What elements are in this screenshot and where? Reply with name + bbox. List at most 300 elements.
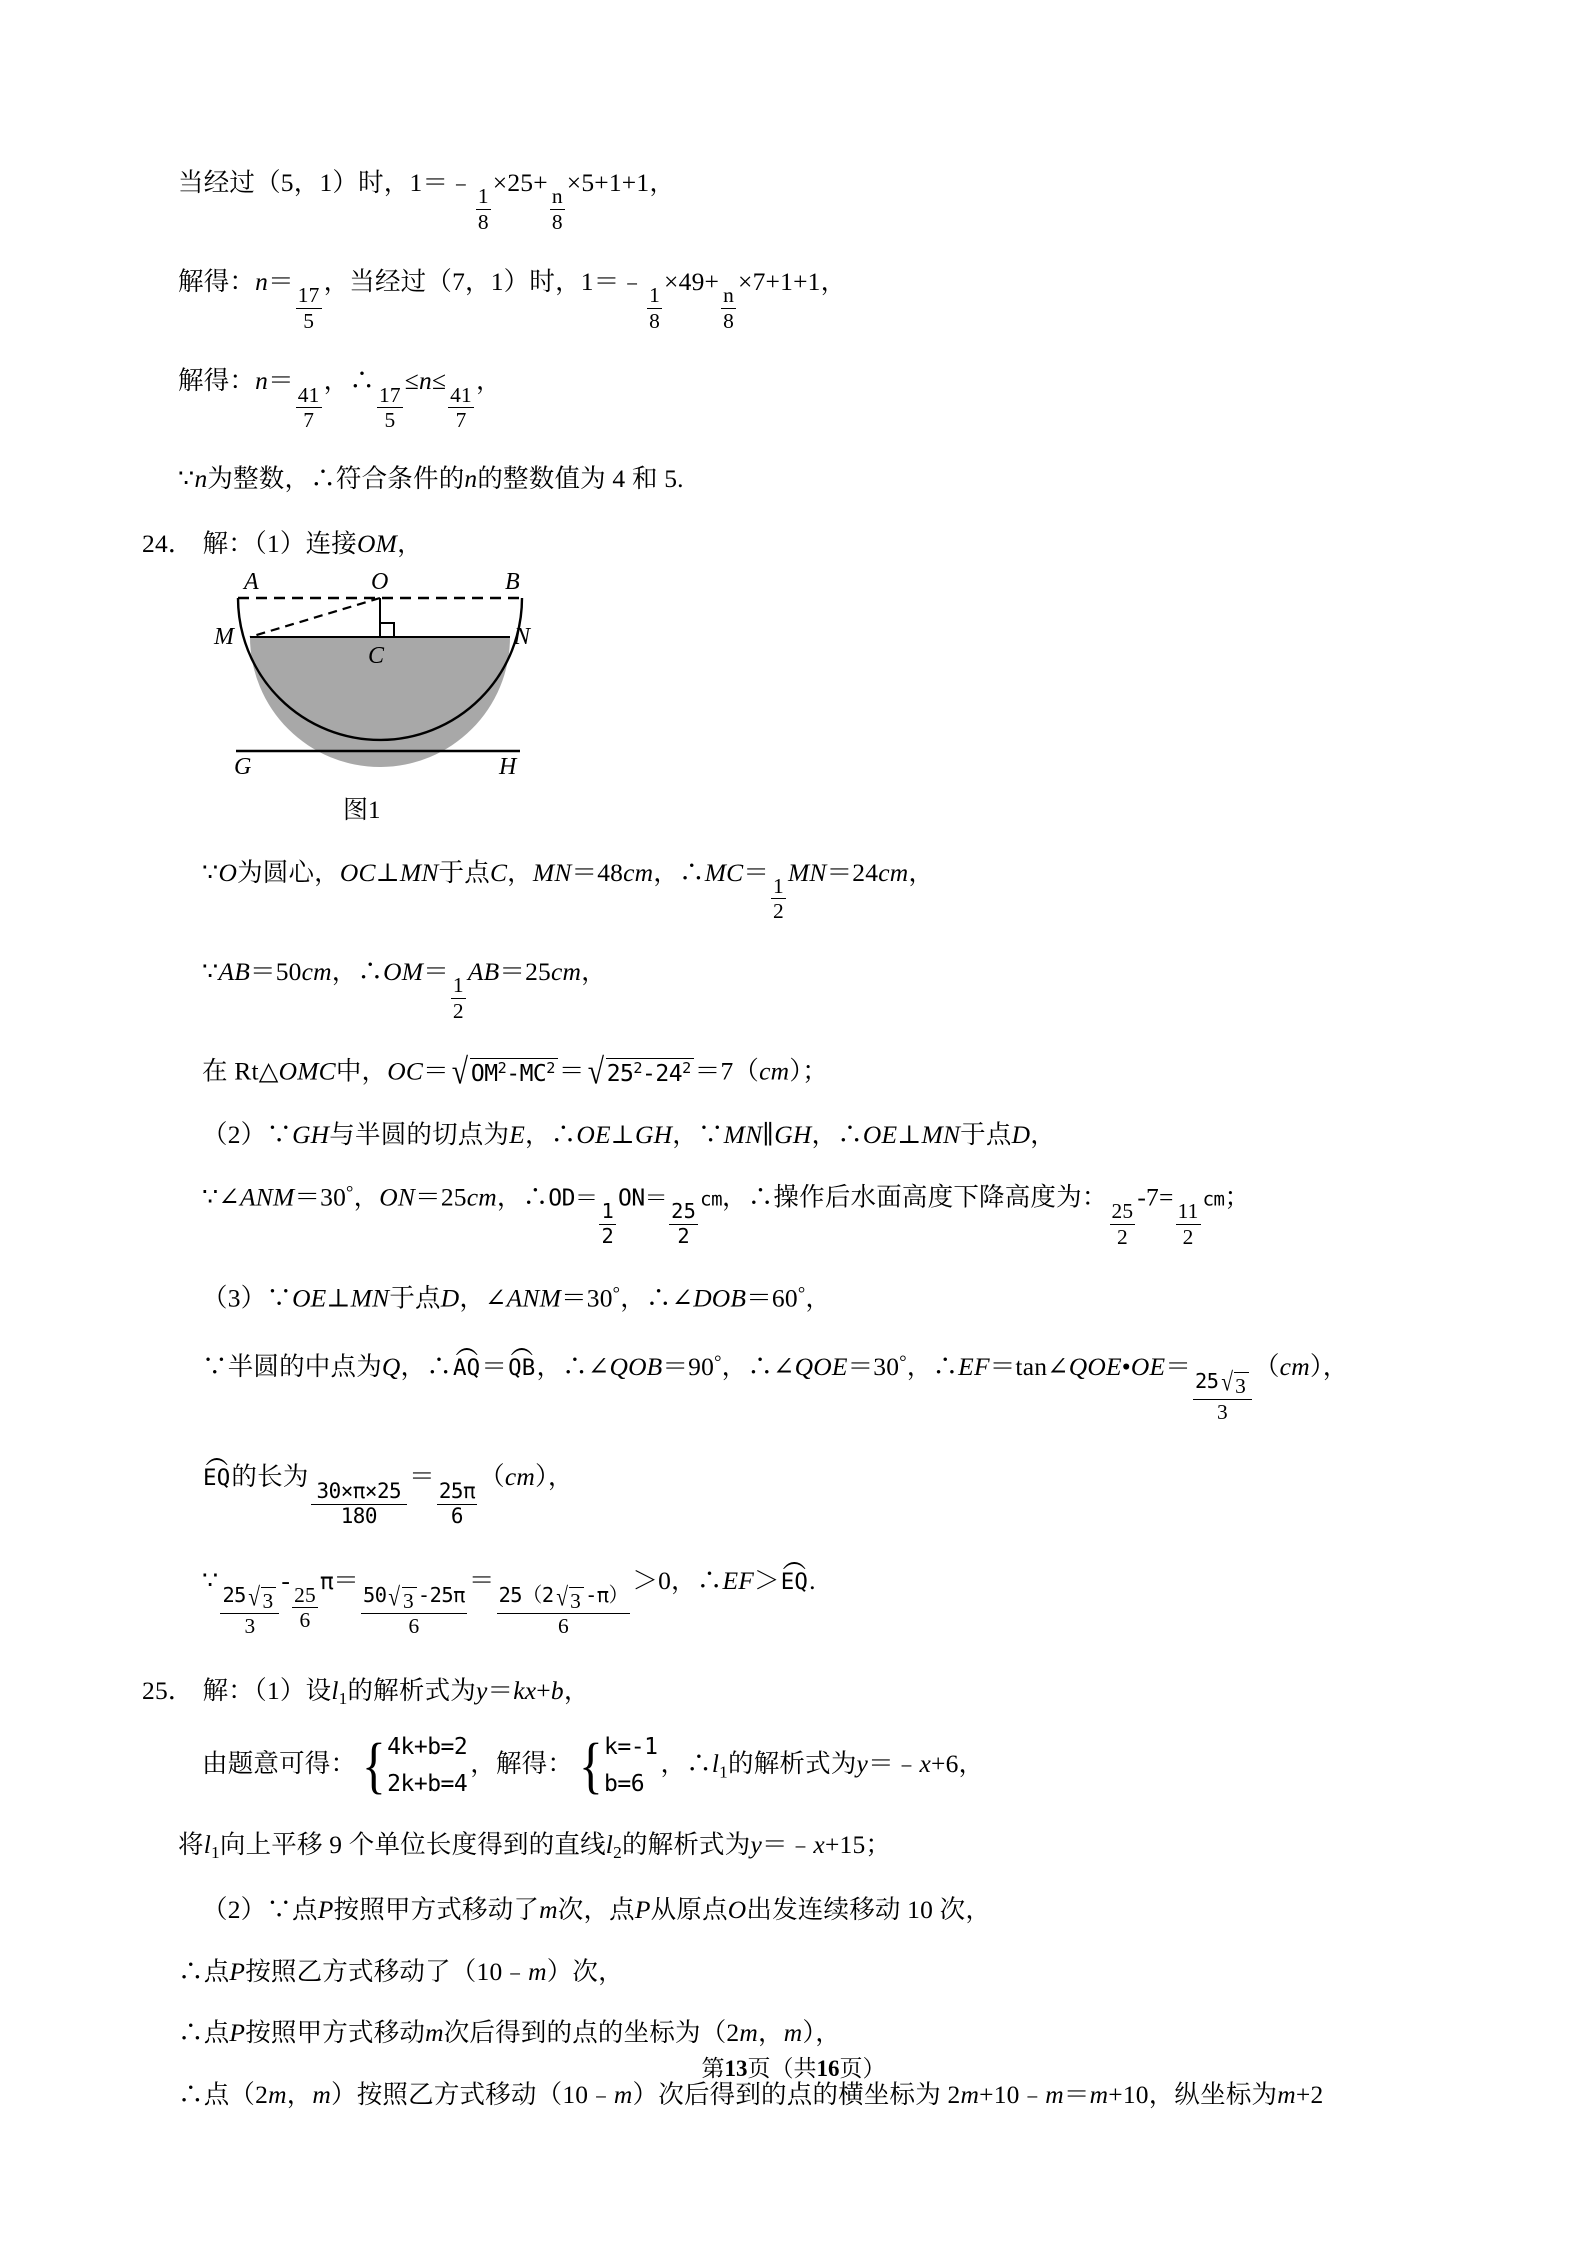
text-segment: -7=: [1137, 1182, 1174, 1212]
text-segment: ＝: [574, 1185, 598, 1212]
fraction: [296, 384, 322, 432]
subscript: 2: [613, 1842, 622, 1862]
text-segment: ，: [1030, 1119, 1056, 1149]
fraction-denominator: 2: [1116, 1224, 1128, 1249]
arc-label: EQ: [203, 1465, 231, 1492]
math-variable: O: [218, 857, 238, 887]
text-segment: 按照甲方式移动: [245, 2018, 426, 2048]
fraction: [476, 185, 491, 233]
text-segment: 向上平移 9 个单位长度得到的直线: [219, 1829, 606, 1859]
right-angle-marker: [380, 623, 394, 637]
text-segment: ＝: [487, 1675, 514, 1705]
text-segment: 的整数值为 4 和 5.: [477, 463, 684, 493]
math-variable: ON: [617, 1185, 645, 1212]
math-variable: EF: [722, 1566, 754, 1596]
fraction-numerator: [361, 1584, 467, 1614]
text-segment: ＝﹣: [868, 1749, 920, 1779]
radical-body: 3: [261, 1587, 276, 1612]
fraction: [599, 1201, 615, 1247]
math-variable: m: [1089, 2079, 1109, 2109]
radicand-term: 25: [606, 1060, 634, 1087]
equation: 2k+b=4: [387, 1771, 468, 1798]
problem-25-heading: [142, 1675, 1438, 1708]
multiplication-dot: •: [1121, 1352, 1131, 1382]
fraction-denominator: 7: [455, 408, 467, 433]
fraction-denominator: 3: [244, 1614, 256, 1639]
math-variable: ANM: [240, 1182, 295, 1212]
figure-caption-number: 1: [368, 796, 381, 824]
math-variable: QOE: [794, 1352, 848, 1382]
fraction: [647, 284, 662, 332]
fraction-numerator: 1: [477, 184, 489, 209]
fraction: [1110, 1200, 1136, 1248]
degree-symbol: °: [899, 1351, 907, 1372]
text-segment: ∴点: [178, 2018, 230, 2048]
page-footer: [0, 2050, 1587, 2083]
answer-line-24-9: [178, 1561, 1438, 1637]
math-variable: P: [229, 1956, 246, 1986]
text-segment: 为整数，∴符合条件的: [207, 463, 465, 493]
text-segment: 于点: [438, 857, 490, 887]
fraction: [497, 1584, 631, 1638]
page-content: [142, 168, 1438, 2109]
degree-symbol: °: [797, 1283, 806, 1304]
fraction-numerator: 41: [450, 382, 472, 407]
parallel-symbol: ∥: [762, 1119, 775, 1149]
text-segment: ＝: [558, 1056, 585, 1086]
math-variable: MN: [399, 857, 439, 887]
fraction-denominator: 7: [303, 408, 315, 433]
numeric-coefficient: 50: [362, 1582, 387, 1607]
math-variable: m: [539, 1895, 558, 1925]
math-variable: OC: [339, 857, 376, 887]
text-segment: ∵半圆的中点为: [202, 1352, 382, 1382]
math-variable: n: [255, 267, 269, 297]
text-segment: ，: [908, 857, 935, 887]
text-segment: 为圆心，: [237, 857, 340, 887]
text-segment: 解：（1）连接: [202, 529, 358, 559]
label-M: M: [214, 623, 234, 650]
text-segment: ）；: [789, 1056, 828, 1086]
math-variable: OE: [576, 1119, 611, 1149]
math-variable: MN: [350, 1283, 390, 1313]
math-variable: MN: [921, 1119, 961, 1149]
radical-sign: √: [555, 1582, 568, 1612]
fraction-numerator: 25: [671, 1199, 697, 1224]
fraction: [220, 1584, 279, 1638]
math-variable: OMC: [278, 1056, 336, 1086]
answer-line-24-1: [178, 857, 1438, 924]
exponent: 2: [497, 1059, 507, 1078]
text-segment: ，∴∠: [620, 1283, 694, 1313]
math-variable: MN: [532, 857, 572, 887]
exponent: 2: [546, 1059, 555, 1078]
fraction: [451, 974, 466, 1022]
text-segment: 次，点: [557, 1895, 635, 1925]
fraction-denominator: 6: [558, 1614, 569, 1639]
answer-line-25-2: [178, 1829, 1438, 1862]
text-segment: 按照乙方式移动了（10﹣: [245, 1956, 529, 1986]
math-variable: m: [268, 2079, 287, 2109]
text-segment: ；: [1224, 1182, 1251, 1212]
fraction-denominator: 8: [649, 308, 661, 333]
text-segment: ，: [805, 1283, 832, 1313]
text-segment: ，: [581, 956, 607, 986]
unit: cm: [759, 1056, 790, 1086]
perp-symbol: ⊥: [610, 1119, 635, 1149]
text-segment: ）次，: [546, 1956, 624, 1986]
fraction-numerator: 25π: [438, 1478, 476, 1503]
label-B: B: [505, 570, 520, 595]
fraction-numerator: 1: [601, 1199, 614, 1224]
label-H: H: [499, 753, 517, 780]
answer-line-23-2: [178, 269, 1438, 332]
math-variable: P: [229, 2018, 246, 2048]
text-segment: ＝: [268, 366, 294, 396]
unit: cm: [551, 956, 582, 986]
text-segment: 按照甲方式移动了: [333, 1895, 540, 1925]
unit: cm: [878, 857, 909, 887]
text-segment: 的解析式为: [347, 1675, 476, 1705]
text-segment: ＝﹣: [762, 1829, 814, 1859]
text-segment: ∵: [202, 857, 219, 887]
math-variable: ON: [379, 1182, 416, 1212]
fraction-denominator: 3: [1217, 1399, 1228, 1424]
text-segment: +2: [1295, 2079, 1324, 2109]
text-segment: ＝: [481, 1352, 508, 1382]
fraction-numerator: 17: [297, 283, 320, 308]
fraction-denominator: 8: [551, 209, 563, 234]
text-segment: ），: [534, 1462, 574, 1492]
text-segment: 于点: [960, 1119, 1012, 1149]
fraction-denominator: 6: [408, 1614, 420, 1639]
fraction-denominator: 2: [601, 1223, 614, 1248]
math-variable: DOB: [693, 1283, 747, 1313]
math-variable: n: [194, 463, 208, 493]
text-segment: ＝: [1165, 1352, 1192, 1382]
math-variable: y: [476, 1675, 488, 1705]
text-segment: ∵: [202, 956, 219, 986]
math-variable: x: [813, 1829, 825, 1859]
math-variable: n: [419, 366, 432, 396]
text-segment: ，: [286, 2079, 313, 2109]
fraction: [550, 185, 565, 233]
text-segment: 解得：: [178, 267, 256, 297]
fraction: [292, 1584, 318, 1632]
perp-symbol: ⊥: [375, 857, 400, 887]
text-segment: ，∴: [524, 1119, 577, 1149]
text-segment: 于点: [389, 1283, 441, 1313]
math-variable: QOE: [1068, 1352, 1122, 1382]
answer-line-23-3: [178, 368, 1438, 431]
unit: cm: [1202, 1188, 1225, 1211]
problem-number: 24．: [142, 529, 194, 559]
answer-line-24-5: [178, 1183, 1438, 1248]
problem-24-heading: [142, 531, 1438, 557]
text-segment: ，∴: [323, 366, 375, 396]
radicand-term: 24: [655, 1060, 683, 1087]
math-variable: l: [711, 1749, 720, 1779]
equation-system: [576, 1729, 657, 1804]
degree-symbol: °: [612, 1283, 621, 1304]
radical-body: [606, 1058, 694, 1088]
math-variable: AB: [218, 956, 250, 986]
text-segment: ，: [475, 366, 502, 396]
text-segment: ＝: [409, 1462, 435, 1492]
fraction-numerator: 1: [649, 283, 661, 308]
fraction-numerator: 41: [297, 382, 320, 407]
math-variable: GH: [774, 1119, 812, 1149]
text-segment: ＝: [423, 1056, 449, 1086]
arc-notation: [781, 1561, 808, 1594]
label-O: O: [371, 570, 389, 595]
arc-cap-icon: [453, 1346, 480, 1355]
math-variable: GH: [292, 1119, 330, 1149]
text-segment: ＞: [754, 1566, 780, 1596]
text-segment: ＝25: [499, 956, 551, 986]
unit: cm: [301, 956, 332, 986]
text-segment: ＞0，∴: [632, 1566, 723, 1596]
radical: [586, 1051, 694, 1092]
text-segment: ×49+: [664, 267, 720, 297]
fraction-denominator: 2: [677, 1223, 690, 1248]
unit: cm: [504, 1462, 535, 1492]
text-segment: ∵: [178, 463, 195, 493]
subscript: 1: [338, 1688, 348, 1708]
text-segment: 出发连续移动 10 次，: [746, 1895, 992, 1925]
fraction: [361, 1584, 467, 1638]
text-segment: ，: [507, 857, 533, 887]
text-segment: ＝50: [250, 956, 302, 986]
radical: [387, 1582, 416, 1613]
math-variable: x: [919, 1749, 931, 1779]
math-variable: OD: [548, 1185, 575, 1212]
text-segment: ，∴: [400, 1352, 452, 1382]
radical-body: 3: [569, 1587, 584, 1612]
text-segment: 中，: [335, 1056, 388, 1086]
answer-line-23-4: [178, 463, 1438, 493]
footer-page-number: 13: [724, 2056, 748, 2081]
math-variable: D: [1011, 1119, 1031, 1149]
radical-body: 3: [402, 1587, 417, 1612]
text-segment: ，∴∠: [721, 1352, 795, 1382]
text-segment: 在 Rt△: [202, 1056, 279, 1086]
fraction-denominator: 2: [773, 899, 784, 924]
text-segment: ，∴操作后水面高度下降高度为：: [722, 1182, 1108, 1212]
text-segment: ，∵: [672, 1119, 724, 1149]
equation-list: [387, 1729, 467, 1804]
text-segment: 的长为: [231, 1462, 309, 1492]
text-segment: ＝: [468, 1566, 495, 1596]
unit: cm: [1279, 1352, 1310, 1382]
segment-om-dashed: [250, 598, 380, 637]
geometry-figure-1: [208, 571, 628, 786]
text-segment: ，∴∠: [536, 1352, 610, 1382]
text-segment: ＝: [743, 857, 770, 887]
text-segment: ＝30: [847, 1352, 900, 1382]
radical-sign: √: [1220, 1367, 1233, 1397]
text-segment: ＝24: [826, 857, 879, 887]
fraction-denominator: 6: [299, 1608, 311, 1633]
math-variable: l: [605, 1829, 614, 1859]
fraction-numerator: n: [723, 283, 735, 308]
text-segment: ，: [397, 529, 423, 559]
math-variable: y: [750, 1829, 762, 1859]
text-segment: ＝90: [662, 1352, 715, 1382]
math-variable: OM: [383, 956, 424, 986]
numeric-term: -π）: [585, 1582, 629, 1607]
arc-label: AQ: [452, 1355, 481, 1382]
radical-body: 3: [1234, 1372, 1249, 1397]
text-segment: ＝: [644, 1185, 668, 1212]
fraction-denominator: 5: [384, 408, 396, 433]
math-variable: m: [425, 2018, 444, 2048]
answer-line-24-8: [178, 1457, 1438, 1527]
equation-list: [604, 1729, 657, 1804]
text-segment: ，当经过（7，1）时，1＝﹣: [323, 267, 646, 297]
answer-line-24-7: [178, 1347, 1438, 1423]
math-variable: l: [331, 1675, 339, 1705]
left-brace-icon: {: [579, 1731, 604, 1800]
fraction: [437, 1478, 477, 1528]
text-segment: 与半圆的切点为: [329, 1119, 510, 1149]
answer-line-25-3: [178, 1897, 1438, 1923]
math-variable: OC: [387, 1056, 424, 1086]
text-segment: ×5+1+1，: [566, 168, 676, 197]
label-A: A: [244, 570, 259, 595]
text-segment: 次后得到的点的坐标为（2: [443, 2018, 740, 2048]
footer-middle: 页（共: [747, 2056, 817, 2081]
math-variable: m: [1045, 2079, 1064, 2109]
unit: cm: [623, 857, 654, 887]
text-segment: ＝: [333, 1566, 359, 1596]
text-segment: ，∴: [660, 1749, 712, 1779]
text-segment: +6，: [931, 1749, 985, 1779]
fraction-numerator: 25: [1111, 1199, 1134, 1224]
degree-symbol: °: [346, 1182, 354, 1203]
fraction-denominator: 2: [452, 998, 464, 1023]
math-variable: D: [440, 1283, 460, 1313]
arc-label: EQ: [780, 1569, 809, 1596]
text-segment: ，: [758, 2018, 784, 2048]
minus-symbol: -: [506, 1060, 520, 1087]
text-segment: 由题意可得：: [202, 1749, 357, 1779]
figure-caption: [343, 790, 1438, 826]
math-variable: EF: [958, 1352, 990, 1382]
radical: [450, 1051, 558, 1092]
text-segment: ≤: [404, 366, 419, 396]
fraction-denominator: 5: [303, 308, 315, 333]
fraction: [448, 384, 474, 432]
text-segment: ×25+: [492, 168, 548, 197]
math-variable: m: [528, 1956, 547, 1986]
math-variable: C: [489, 857, 508, 887]
arc-cap-icon: [508, 1346, 535, 1355]
text-segment: 解：（1）设: [202, 1675, 332, 1705]
problem-number: 25．: [142, 1675, 194, 1705]
text-segment: 从原点: [650, 1895, 728, 1925]
text-segment: 的解析式为: [621, 1829, 751, 1859]
math-variable: y: [856, 1749, 869, 1779]
text-segment: ，∠: [459, 1283, 507, 1313]
text-segment: ，解得：: [470, 1749, 574, 1779]
arc-notation: [203, 1457, 230, 1490]
fraction-denominator: 8: [477, 209, 489, 234]
label-G: G: [234, 753, 252, 780]
radical-body: [470, 1058, 558, 1088]
footer-suffix: 页）: [839, 2056, 886, 2081]
text-segment: （2）∵点: [202, 1895, 318, 1925]
label-N: N: [514, 623, 531, 650]
math-variable: n: [255, 366, 269, 396]
text-segment: ∴点（2: [178, 2079, 269, 2109]
fraction-numerator: 1: [773, 873, 784, 898]
numeric-term: -25π: [417, 1582, 465, 1607]
radical: [247, 1582, 276, 1613]
answer-line-25-5: [178, 2020, 1438, 2046]
math-variable: b: [550, 1675, 564, 1705]
text-segment: ＝: [1063, 2079, 1090, 2109]
figure-svg: [208, 571, 608, 781]
equation: k=-1: [604, 1734, 658, 1761]
text-segment: ＝60: [746, 1283, 798, 1313]
text-segment: +15；: [824, 1829, 892, 1859]
fraction-numerator: [220, 1584, 279, 1614]
answer-line-25-6: [178, 2079, 1438, 2109]
label-C: C: [368, 642, 385, 669]
radical: [1220, 1367, 1249, 1399]
text-segment: ）次后得到的点的横坐标为 2: [632, 2079, 961, 2109]
fraction-denominator: 180: [340, 1503, 377, 1528]
text-segment: ，∴: [653, 857, 705, 887]
fraction-denominator: 8: [723, 308, 735, 333]
numeric-coefficient: 25: [222, 1582, 246, 1607]
math-variable: MN: [723, 1119, 763, 1149]
radical-sign: √: [587, 1051, 604, 1092]
text-segment: ＝30: [294, 1182, 347, 1212]
text-segment: ＝7（: [694, 1056, 760, 1086]
answer-line-23-1: [178, 170, 1438, 233]
text-segment: ＝30: [561, 1283, 613, 1313]
math-variable: m: [1277, 2079, 1296, 2109]
math-variable: m: [739, 2018, 758, 2048]
text-segment: ＝48: [571, 857, 624, 887]
text-segment: +: [536, 1675, 551, 1705]
fraction-numerator: [1193, 1367, 1252, 1400]
math-variable: OM: [357, 529, 398, 559]
arc-cap-icon: [203, 1456, 230, 1465]
math-variable: MC: [704, 857, 744, 887]
math-variable: OE: [1130, 1352, 1166, 1382]
fraction-numerator: 11: [1177, 1199, 1199, 1224]
math-variable: m: [312, 2079, 332, 2109]
exponent: 2: [633, 1059, 643, 1078]
degree-symbol: °: [714, 1351, 722, 1372]
math-variable: l: [203, 1829, 211, 1859]
arc-notation: [453, 1347, 480, 1380]
text-segment: ＝: [268, 267, 294, 297]
text-segment: ≤: [431, 366, 447, 396]
answer-line-24-3: [178, 1051, 1438, 1092]
math-variable: AB: [467, 956, 500, 986]
fraction: [771, 875, 786, 923]
exponent: 2: [682, 1059, 691, 1078]
text-segment: +10，纵坐标为: [1108, 2079, 1278, 2109]
radical-sign: √: [388, 1582, 401, 1612]
math-variable: QOB: [609, 1352, 663, 1382]
text-segment: ∴点: [178, 1956, 230, 1986]
math-variable: m: [960, 2079, 980, 2109]
